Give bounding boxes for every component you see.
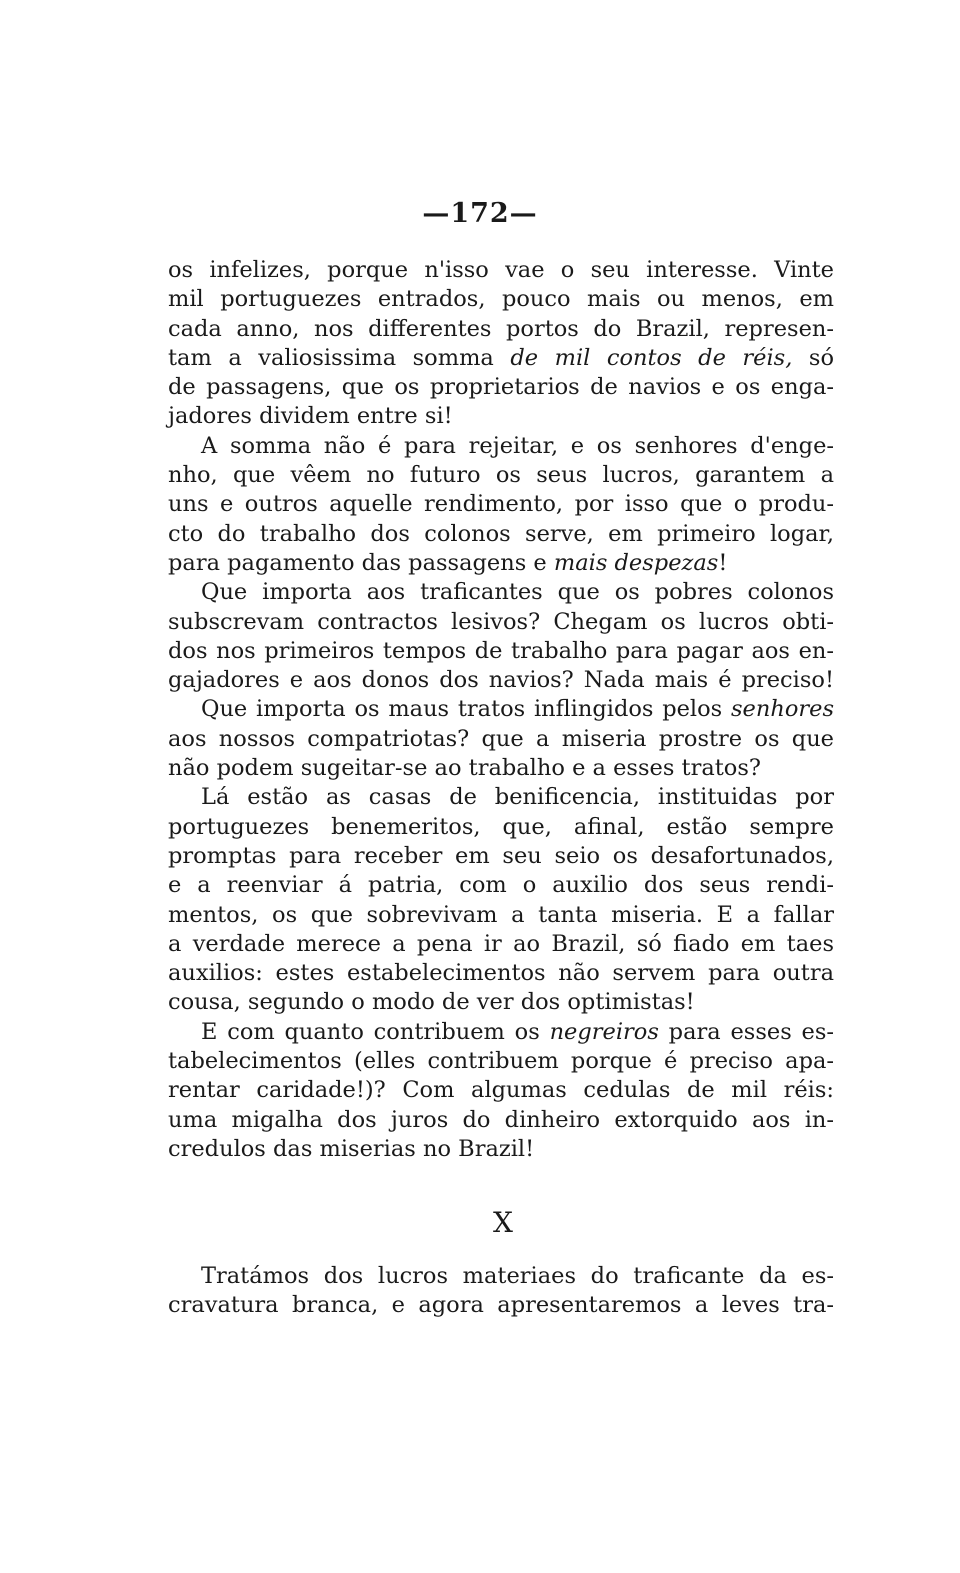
- text-line: [168, 695, 834, 724]
- text-line: os infelizes, porque n'isso vae o seu interesse. Vinte: [168, 257, 834, 283]
- text-run: para esses es-: [658, 1018, 835, 1045]
- text-line: mil portuguezes entrados, pouco mais ou menos, em: [168, 286, 834, 313]
- text-line: gajadores e aos donos dos navios? Nada mais é preciso!: [168, 667, 834, 694]
- text-run: para pagamento das passagens e: [168, 549, 554, 576]
- section-text: [168, 1262, 834, 1321]
- text-line: tabelecimentos (elles contribuem porque é preciso apa-: [168, 1048, 834, 1075]
- main-text: [168, 256, 834, 1164]
- italic-run: senhores: [730, 696, 834, 723]
- italic-run: negreiros: [549, 1018, 659, 1045]
- text-line: cto do trabalho dos colonos serve, em primeiro logar,: [168, 520, 834, 547]
- text-run: E com quanto contribuem os: [201, 1018, 550, 1045]
- text-line: de passagens, que os proprietarios de navios e os enga-: [168, 374, 834, 401]
- text-line: Que importa aos traficantes que os pobres colonos: [201, 579, 834, 606]
- text-run: Que importa os maus tratos inflingidos pelos: [201, 696, 731, 723]
- italic-run: mais despezas: [553, 549, 719, 576]
- text-line: auxilios: estes estabelecimentos não servem para outra: [168, 960, 834, 987]
- text-line: aos nossos compatriotas? que a miseria prostre os que: [168, 725, 834, 752]
- text-line: [168, 1018, 834, 1047]
- text-line: jadores dividem entre si!: [168, 403, 453, 430]
- text-line: [168, 549, 834, 578]
- page-number: —172—: [422, 198, 538, 229]
- text-run: só: [792, 344, 835, 371]
- text-line: cousa, segundo o modo de ver dos optimistas!: [168, 989, 695, 1016]
- text-line: dos nos primeiros tempos de trabalho para pagar aos en-: [168, 637, 834, 664]
- text-line: cravatura branca, e agora apresentaremos a leves tra-: [168, 1292, 834, 1319]
- text-line: portuguezes benemeritos, que, afinal, estão sempre: [168, 813, 834, 840]
- text-line: [168, 344, 834, 373]
- text-line: uma migalha dos juros do dinheiro extorquido aos in-: [168, 1106, 834, 1133]
- text-line: mentos, os que sobrevivam a tanta miseria. E a fallar: [168, 901, 834, 928]
- text-line: subscrevam contractos lesivos? Chegam os lucros obti-: [168, 608, 834, 635]
- section-heading: X: [493, 1206, 513, 1239]
- text-line: promptas para receber em seu seio os desafortunados,: [168, 842, 834, 869]
- text-line: Lá estão as casas de benificencia, instituidas por: [201, 784, 834, 811]
- text-run: !: [718, 549, 728, 576]
- text-line: cada anno, nos differentes portos do Brazil, represen-: [168, 315, 834, 342]
- text-line: uns e outros aquelle rendimento, por isso que o produ-: [168, 491, 834, 518]
- italic-run: de mil contos de réis,: [510, 344, 793, 371]
- text-line: a verdade merece a pena ir ao Brazil, só fiado em taes: [168, 930, 834, 957]
- text-line: rentar caridade!)? Com algumas cedulas de mil réis:: [168, 1077, 834, 1104]
- text-line: A somma não é para rejeitar, e os senhores d'enge-: [201, 432, 834, 459]
- text-line: não podem sugeitar-se ao trabalho e a esses tratos?: [168, 755, 761, 782]
- text-line: nho, que vêem no futuro os seus lucros, garantem a: [168, 462, 834, 489]
- text-line: credulos das miserias no Brazil!: [168, 1135, 535, 1162]
- text-line: Tratámos dos lucros materiaes do traficante da es-: [201, 1263, 834, 1289]
- text-line: e a reenviar á patria, com o auxilio dos seus rendi-: [168, 872, 834, 899]
- text-run: tam a valiosissima somma: [168, 344, 511, 371]
